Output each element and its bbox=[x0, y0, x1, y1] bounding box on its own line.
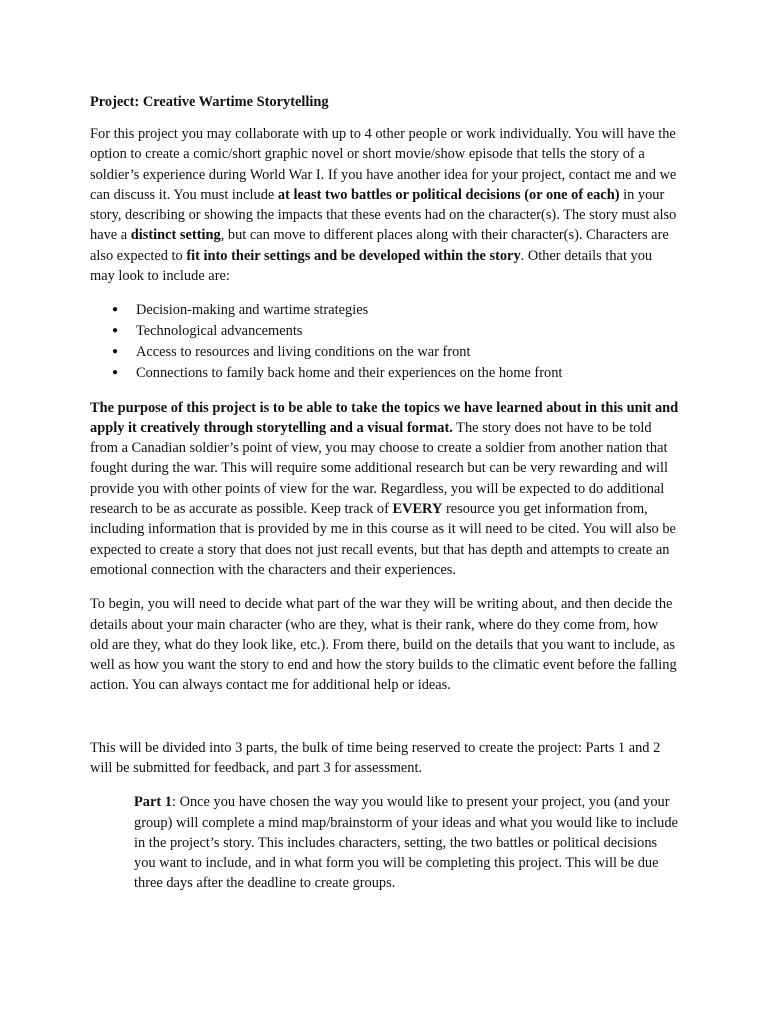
begin-paragraph: To begin, you will need to decide what part of the war they will be writing about, and then decide the details about your main character (who are they, what is their rank, where do they come from, how old are they, what do they look like, etc.). From there, build on the details that you want to include, as well as how you want the story to end and how the story builds to the climatic event before the falling action. You can always contact me for additional help or ideas. bbox=[90, 596, 677, 694]
purpose-bold-every: EVERY bbox=[392, 501, 443, 518]
purpose-paragraph bbox=[90, 398, 680, 581]
part1-paragraph bbox=[134, 792, 680, 893]
intro-bold-battles: at least two battles or political decisions (or one of each) bbox=[277, 186, 620, 203]
part1-label: Part 1 bbox=[134, 794, 172, 811]
intro-bold-characters: fit into their settings and be developed within the story bbox=[186, 247, 521, 264]
bullet-icon: ● bbox=[112, 366, 119, 378]
bullet-icon: ● bbox=[112, 325, 119, 337]
list-item bbox=[112, 300, 680, 321]
list-item-text: Connections to family back home and their experiences on the home front bbox=[136, 364, 563, 381]
parts-overview-paragraph: This will be divided into 3 parts, the bulk of time being reserved to create the project: Parts 1 and 2 will be submitted for feedback, and part 3 for assessment. bbox=[90, 739, 661, 777]
intro-text-1: For this project you may collaborate with up to 4 other people or work individually. You will have the option to create a comic/short graphic novel or short movie/show episode that tells the story of a soldier’s experience during World War I. If you have another idea for your project, contact me and we can discuss it. You must include bbox=[90, 126, 677, 203]
purpose-text-1: The story does not have to be told from a Canadian soldier’s point of view, you may choose to create a soldier from another nation that fought during the war. This will require some additional research but can be very rewarding and will provide you with other points of view for the war. Regardless, you will be expected to do additional research to be as accurate as possible. Keep track of bbox=[90, 419, 668, 518]
intro-text-4: . Other details that you may look to include are: bbox=[90, 247, 653, 285]
list-item-text: Technological advancements bbox=[136, 323, 303, 340]
details-bullet-list bbox=[90, 300, 680, 383]
document-title: Project: Creative Wartime Storytelling bbox=[90, 94, 329, 110]
document-page bbox=[90, 92, 680, 893]
purpose-bold-statement: The purpose of this project is to be able to take the topics we have learned about in this unit and apply it creatively through storytelling and a visual format. bbox=[90, 399, 679, 436]
part1-text: : Once you have chosen the way you would like to present your project, you (and your group) will complete a mind map/brainstorm of your ideas and what you would like to include in the project’s story. This includes characters, setting, the two battles or political decisions you want to include, and in what form you will be completing this project. This will be due three days after the deadline to create groups. bbox=[134, 794, 678, 892]
intro-bold-setting: distinct setting bbox=[130, 227, 221, 244]
intro-text-2: in your story, describing or showing the impacts that these events had on the character(s). The story must also have a bbox=[90, 186, 677, 244]
list-item bbox=[112, 342, 680, 363]
purpose-text-2: resource you get information from, including information that is provided by me in this course as it will need to be cited. You will also be expected to create a story that does not just recall events, but that has depth and attempts to create an emotional connection with the characters and their experiences. bbox=[90, 501, 676, 578]
list-item bbox=[112, 321, 680, 342]
intro-paragraph bbox=[90, 124, 680, 286]
bullet-icon: ● bbox=[112, 304, 119, 316]
bullet-icon: ● bbox=[112, 345, 119, 357]
list-item-text: Access to resources and living conditions on the war front bbox=[136, 343, 471, 360]
list-item bbox=[112, 363, 680, 384]
list-item-text: Decision-making and wartime strategies bbox=[136, 302, 369, 319]
intro-text-3: , but can move to different places along with their character(s). Characters are also expected to bbox=[90, 227, 669, 264]
